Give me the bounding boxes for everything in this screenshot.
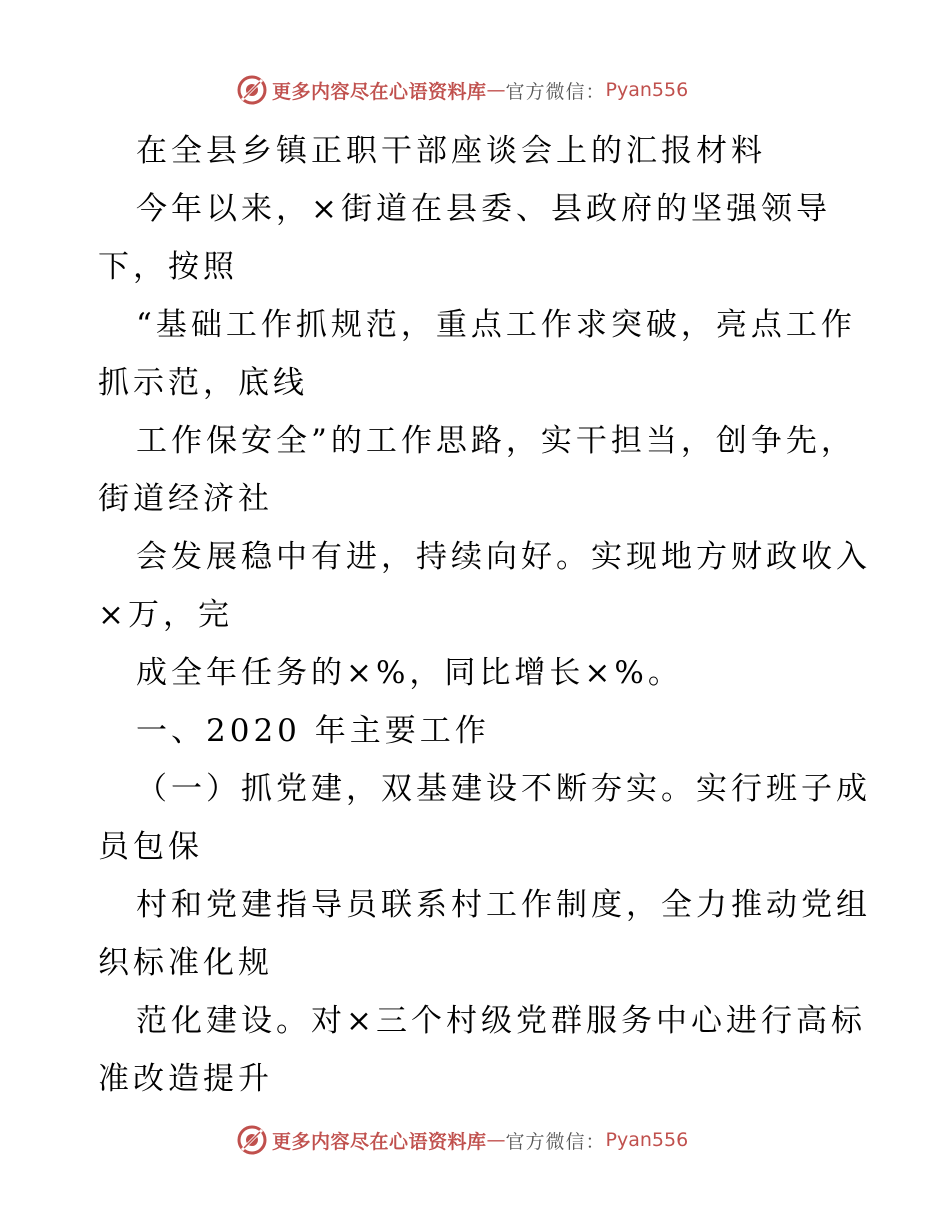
text-line: ×万，完	[98, 597, 233, 633]
watermark-official-label: 官方微信：	[505, 80, 606, 103]
text-line: 准改造提升	[98, 1061, 273, 1097]
text-line: 范化建设。对×三个村级党群服务中心进行高标	[136, 1003, 866, 1039]
text-line: 会发展稳中有进，持续向好。实现地方财政收入	[136, 539, 871, 575]
brand-logo-icon	[236, 74, 268, 106]
text-line: 村和党建指导员联系村工作制度，全力推动党组	[136, 887, 871, 923]
text-line: 今年以来，×街道在县委、县政府的坚强领导	[136, 191, 831, 227]
watermark-wechat-id: Pyan556	[605, 1129, 689, 1151]
footer-watermark	[236, 1123, 688, 1157]
watermark-title: 更多内容尽在心语资料库	[272, 1130, 487, 1153]
watermark-title: 更多内容尽在心语资料库	[272, 80, 487, 103]
text-line: “基础工作抓规范，重点工作求突破，亮点工作	[136, 307, 856, 343]
text-line: （一）抓党建，双基建设不断夯实。实行班子成	[136, 771, 871, 807]
text-line: 成全年任务的×%，同比增长×%。	[136, 655, 683, 691]
text-line: 工作保安全”的工作思路，实干担当，创争先，	[136, 423, 856, 459]
text-line: 员包保	[98, 829, 203, 865]
document-body	[98, 122, 871, 1108]
section-heading: 一、2020 年主要工作	[136, 713, 490, 749]
text-line: 下，按照	[98, 249, 238, 285]
text-line: 抓示范，底线	[98, 365, 308, 401]
watermark-dash: —	[486, 1129, 506, 1151]
watermark-dash: —	[486, 79, 506, 101]
text-line: 织标准化规	[98, 945, 273, 981]
watermark-official-label: 官方微信：	[505, 1130, 606, 1153]
header-watermark	[236, 73, 688, 107]
watermark-wechat-id: Pyan556	[605, 79, 689, 101]
brand-logo-icon	[236, 1124, 268, 1156]
text-line: 在全县乡镇正职干部座谈会上的汇报材料	[136, 133, 766, 169]
text-line: 街道经济社	[98, 481, 273, 517]
